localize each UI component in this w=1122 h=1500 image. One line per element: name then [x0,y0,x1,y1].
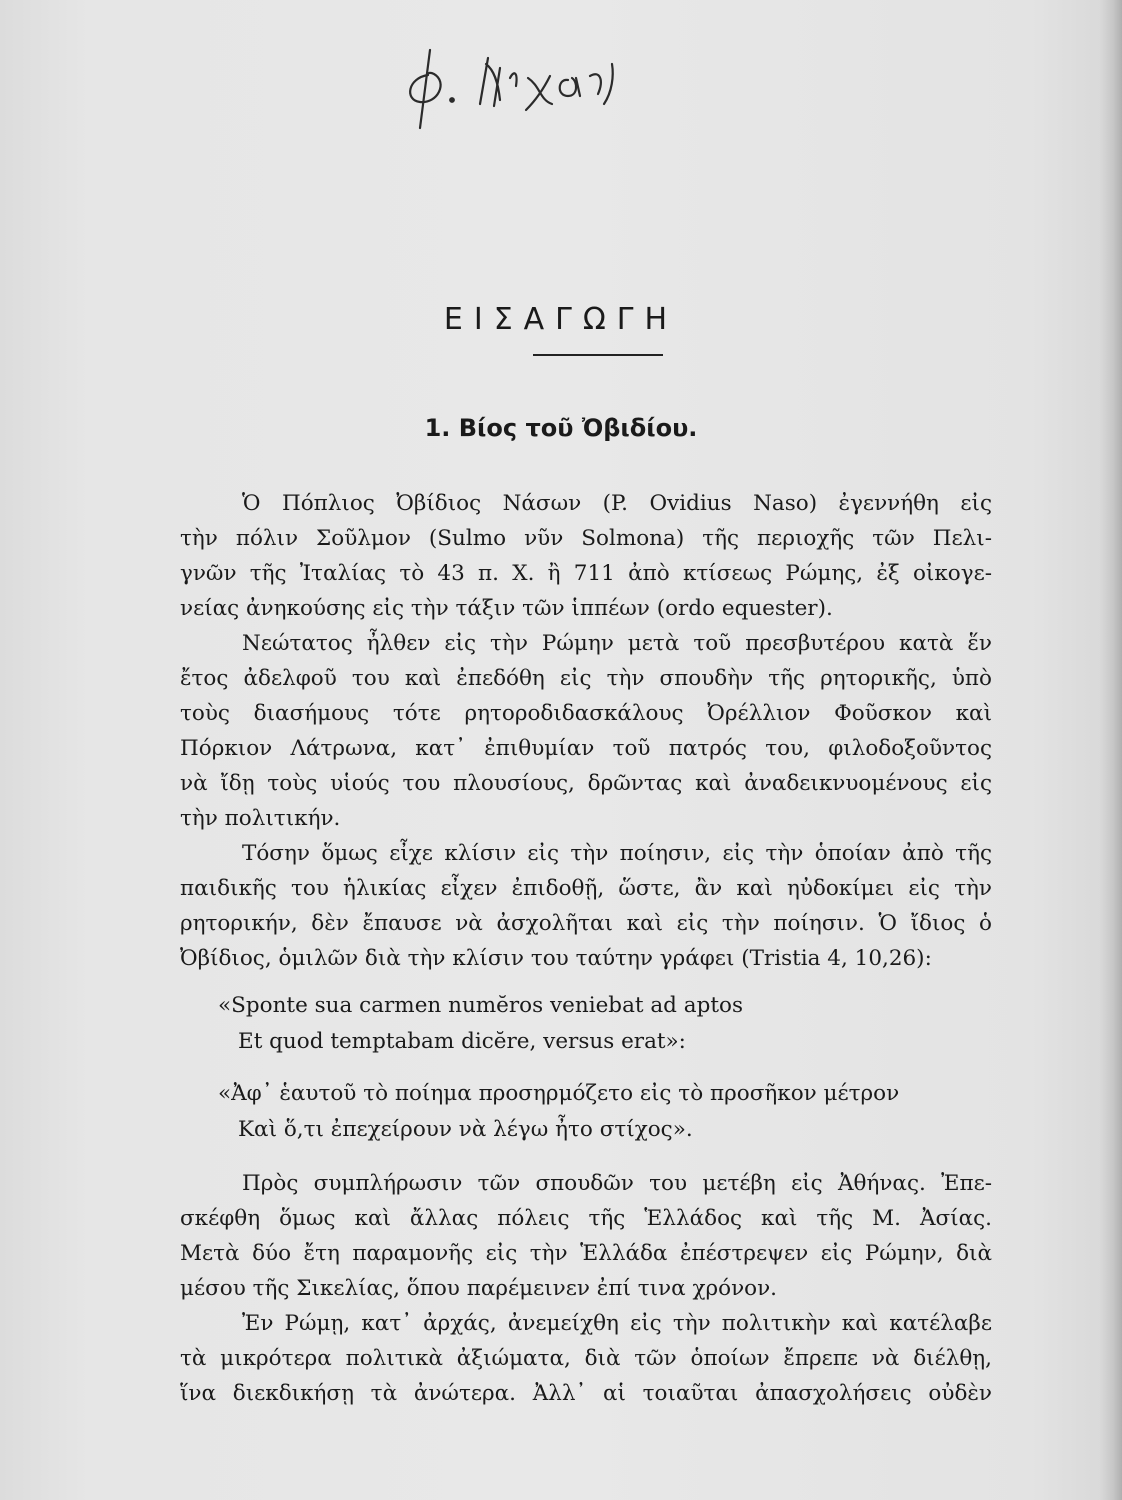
spacer [180,976,992,988]
body-text [180,486,992,1411]
quote-line: Καὶ ὅ,τι ἐπεχείρουν νὰ λέγω ἦτο στίχος». [238,1117,693,1142]
text-line: Ὀβίδιος, ὁμιλῶν διὰ τὴν κλίσιν του ταύτην γράφει (Tristia 4, 10,26): [180,946,932,971]
paragraph-1 [180,486,992,626]
text-line: Ἐν Ρώμῃ, κατ᾽ ἀρχάς, ἀνεμείχθη εἰς τὴν πολιτικὴν καὶ κατέλαβε [242,1311,992,1336]
page-edge-shadow [1100,0,1122,1500]
text-line: τὴν πολιτικήν. [180,806,341,831]
text-line: Πόρκιον Λάτρωνα, κατ᾽ ἐπιθυμίαν τοῦ πατρός του, φιλοδοξοῦντος [180,736,992,761]
section-title: 1. Βίος τοῦ Ὀβιδίου. [424,414,698,442]
paragraph-5 [180,1306,992,1411]
text-line: μέσου τῆς Σικελίας, ὅπου παρέμεινεν ἐπί τινα χρόνον. [180,1276,777,1301]
text-line: γνῶν τῆς Ἰταλίας τὸ 43 π. Χ. ἢ 711 ἀπὸ κτίσεως Ρώμης, ἐξ οἰκογε- [180,561,992,586]
text-line: Νεώτατος ἦλθεν εἰς τὴν Ρώμην μετὰ τοῦ πρεσβυτέρου κατὰ ἕν [242,631,992,656]
text-line: ἔτος ἀδελφοῦ του καὶ ἐπεδόθη εἰς τὴν σπουδὴν τῆς ρητορικῆς, ὑπὸ [180,666,992,691]
handwritten-signature [390,30,690,130]
text-line: σκέφθη ὅμως καὶ ἄλλας πόλεις τῆς Ἑλλάδος καὶ τῆς Μ. Ἀσίας. [180,1206,992,1231]
text-line: τὴν πόλιν Σοῦλμον (Sulmo νῦν Solmona) τῆς περιοχῆς τῶν Πελι- [180,526,992,551]
chapter-heading: ΕΙΣΑΓΩΓΗ [443,302,679,337]
heading-rule [533,354,663,356]
quote-line: Et quod temptabam dicĕre, versus erat»: [238,1029,686,1054]
text-line: τὰ μικρότερα πολιτικὰ ἀξιώματα, διὰ τῶν ὁποίων ἔπρεπε νὰ διέλθῃ, [180,1346,992,1371]
text-line: Ὁ Πόπλιος Ὀβίδιος Νάσων (P. Ovidius Naso) ἐγεννήθη εἰς [242,491,992,516]
spacer [180,1060,992,1076]
text-line: παιδικῆς του ἡλικίας εἶχεν ἐπιδοθῇ, ὥστε, ἂν καὶ ηὐδοκίμει εἰς τὴν [180,876,992,901]
text-line: νείας ἀνηκούσης εἰς τὴν τάξιν τῶν ἱππέων (ordo equester). [180,596,833,621]
paragraph-4 [180,1166,992,1306]
greek-quote [180,1076,992,1148]
quote-line: «Ἀφ᾽ ἑαυτοῦ τὸ ποίημα προσηρμόζετο εἰς τὸ προσῆκον μέτρον [218,1081,900,1106]
text-line: ἵνα διεκδικήσῃ τὰ ἀνώτερα. Ἀλλ᾽ αἱ τοιαῦται ἀπασχολήσεις οὐδὲν [180,1381,992,1406]
text-line: Πρὸς συμπλήρωσιν τῶν σπουδῶν του μετέβη εἰς Ἀθήνας. Ἐπε- [242,1171,992,1196]
text-line: νὰ ἴδῃ τοὺς υἱούς του πλουσίους, δρῶντας καὶ ἀναδεικνυομένους εἰς [180,771,992,796]
paragraph-2 [180,626,992,836]
spacer [180,1148,992,1166]
text-line: Τόσην ὅμως εἶχε κλίσιν εἰς τὴν ποίησιν, εἰς τὴν ὁποίαν ἀπὸ τῆς [242,841,992,866]
text-line: τοὺς διασήμους τότε ρητοροδιδασκάλους Ὀρέλλιον Φοῦσκον καὶ [180,701,992,726]
latin-quote [180,988,992,1060]
paragraph-3 [180,836,992,976]
quote-line: «Sponte sua carmen numĕros veniebat ad aptos [218,993,743,1018]
text-line: Μετὰ δύο ἔτη παραμονῆς εἰς τὴν Ἑλλάδα ἐπέστρεψεν εἰς Ρώμην, διὰ [180,1241,992,1266]
text-line: ρητορικήν, δὲν ἔπαυσε νὰ ἀσχολῆται καὶ εἰς τὴν ποίησιν. Ὁ ἴδιος ὁ [180,911,992,936]
